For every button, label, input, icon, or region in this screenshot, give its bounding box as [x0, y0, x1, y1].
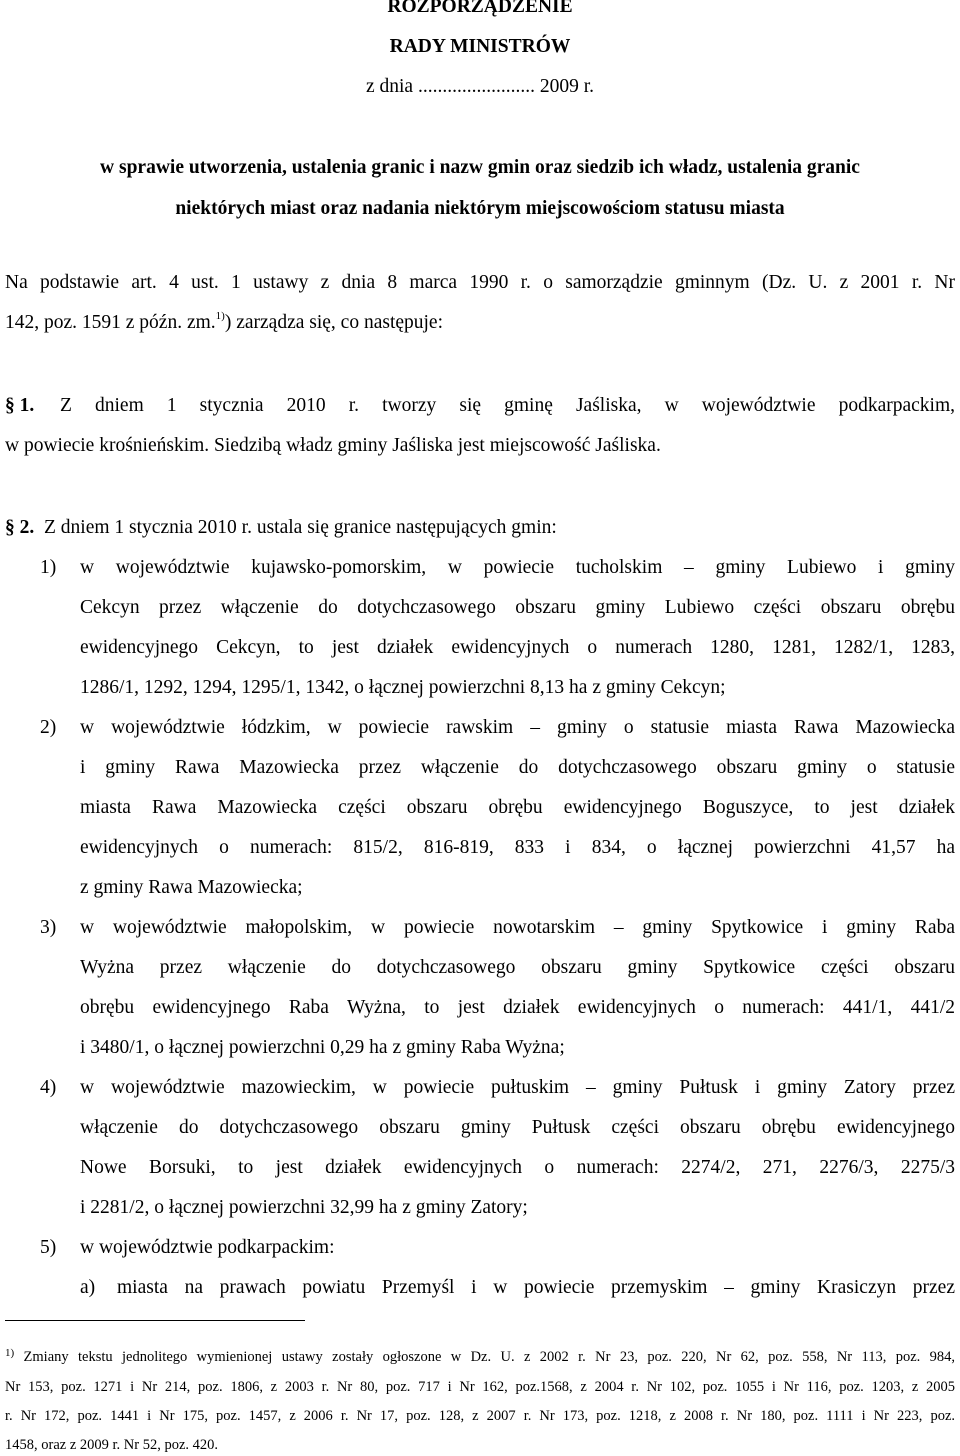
preamble-line-2 — [5, 312, 443, 334]
document-date: z dnia ........................ 2009 r. — [365, 76, 595, 97]
section-sign: § — [5, 395, 15, 416]
list-item-line: w województwie podkarpackim: — [80, 1237, 335, 1258]
list-item-label: 5) — [40, 1237, 57, 1258]
paragraph-number: 2. — [19, 517, 35, 538]
subitem-text: miasta na prawach powiatu Przemyśl i w powiecie przemyskim – gminy Krasiczyn przez — [117, 1277, 955, 1298]
list-item-line: ewidencyjnego Cekcyn, to jest działek ewidencyjnych o numerach 1280, 1281, 1282/1, 1283, — [80, 637, 955, 658]
list-item-line: miasta Rawa Mazowiecka części obszaru obrębu ewidencyjnego Boguszyce, to jest działek — [80, 797, 955, 818]
list-item-line: ewidencyjnych o numerach: 815/2, 816-819, 833 i 834, o łącznej powierzchni 41,57 ha — [80, 837, 955, 858]
preamble-line-1: Na podstawie art. 4 ust. 1 ustawy z dnia 8 marca 1990 r. o samorządzie gminnym (Dz. U. z 2001 r. Nr — [5, 272, 955, 293]
footnote-marker: 1) — [5, 1347, 15, 1359]
paragraph-number: 1. — [19, 395, 35, 416]
list-item-label: 1) — [40, 557, 57, 578]
footnote-line-1 — [5, 1349, 955, 1366]
paragraph-1-line-2: w powiecie krośnieńskim. Siedzibą władz gminy Jaśliska jest miejscowość Jaśliska. — [5, 435, 661, 456]
document-type: ROZPORZĄDZENIE — [387, 0, 573, 17]
footnote-text: Zmiany tekstu jednolitego wymienionej ustawy zostały ogłoszone w Dz. U. z 2002 r. Nr 23, poz. 220, Nr 62, poz. 558, Nr 113, poz. 984, — [23, 1349, 956, 1365]
paragraph-2-marker — [5, 517, 34, 539]
list-item-line: 1286/1, 1292, 1294, 1295/1, 1342, o łącznej powierzchni 8,13 ha z gminy Cekcyn; — [80, 677, 726, 698]
subitem-label: a) — [80, 1277, 96, 1298]
list-item-label: 3) — [40, 917, 57, 938]
footnote-reference: 1) — [215, 310, 225, 322]
list-item-line: w województwie mazowieckim, w powiecie pułtuskim – gminy Pułtusk i gminy Zatory przez — [80, 1077, 955, 1098]
paragraph-2-intro: Z dniem 1 stycznia 2010 r. ustala się granice następujących gmin: — [44, 517, 557, 538]
paragraph-1-marker — [5, 395, 34, 417]
footnote-line-3: r. Nr 172, poz. 1441 i Nr 175, poz. 1457, z 2006 r. Nr 17, poz. 128, z 2007 r. Nr 173, poz. 1218, z 2008 r. Nr 180, poz. 1111 i Nr 223, poz. — [5, 1408, 955, 1424]
subject-line-1: w sprawie utworzenia, ustalenia granic i nazw gmin oraz siedzib ich władz, ustalenia granic — [100, 157, 860, 178]
list-item-line: w województwie łódzkim, w powiecie rawskim – gminy o statusie miasta Rawa Mazowiecka — [80, 717, 955, 738]
list-item-line: włączenie do dotychczasowego obszaru gminy Pułtusk części obszaru obrębu ewidencyjnego — [80, 1117, 955, 1138]
list-item-line: w województwie małopolskim, w powiecie nowotarskim – gminy Spytkowice i gminy Raba — [80, 917, 955, 938]
preamble-text-b: ) zarządza się, co następuje: — [224, 312, 444, 333]
list-item-line: z gminy Rawa Mazowiecka; — [80, 877, 303, 898]
list-item-line: Nowe Borsuki, to jest działek ewidencyjnych o numerach: 2274/2, 271, 2276/3, 2275/3 — [80, 1157, 955, 1178]
paragraph-1-line-1: Z dniem 1 stycznia 2010 r. tworzy się gminę Jaśliska, w województwie podkarpackim, — [60, 395, 955, 416]
list-item-label: 4) — [40, 1077, 57, 1098]
list-item-line: Cekcyn przez włączenie do dotychczasowego obszaru gminy Lubiewo części obszaru obrębu — [80, 597, 955, 618]
footnote-separator — [5, 1320, 305, 1321]
list-item-label: 2) — [40, 717, 57, 738]
list-item-line: i 3480/1, o łącznej powierzchni 0,29 ha z gminy Raba Wyżna; — [80, 1037, 565, 1058]
list-item-line: i 2281/2, o łącznej powierzchni 32,99 ha z gminy Zatory; — [80, 1197, 528, 1218]
list-item-line: w województwie kujawsko-pomorskim, w powiecie tucholskim – gminy Lubiewo i gminy — [80, 557, 955, 578]
section-sign: § — [5, 517, 15, 538]
footnote-line-2: Nr 153, poz. 1271 i Nr 214, poz. 1806, z 2003 r. Nr 80, poz. 717 i Nr 162, poz.1568, z 2004 r. Nr 102, poz. 1055 i Nr 116, poz. 1203, z 2005 — [5, 1379, 955, 1395]
footnote-line-4: 1458, oraz z 2009 r. Nr 52, poz. 420. — [5, 1437, 219, 1453]
preamble-text-a: 142, poz. 1591 z późn. zm. — [5, 312, 216, 333]
subject-line-2: niektórych miast oraz nadania niektórym miejscowościom statusu miasta — [175, 198, 785, 219]
list-item-line: Wyżna przez włączenie do dotychczasowego obszaru gminy Spytkowice części obszaru — [80, 957, 955, 978]
issuer: RADY MINISTRÓW — [389, 36, 571, 57]
list-item-line: i gminy Rawa Mazowiecka przez włączenie do dotychczasowego obszaru gminy o statusie — [80, 757, 955, 778]
list-item-line: obrębu ewidencyjnego Raba Wyżna, to jest działek ewidencyjnych o numerach: 441/1, 441/2 — [80, 997, 955, 1018]
